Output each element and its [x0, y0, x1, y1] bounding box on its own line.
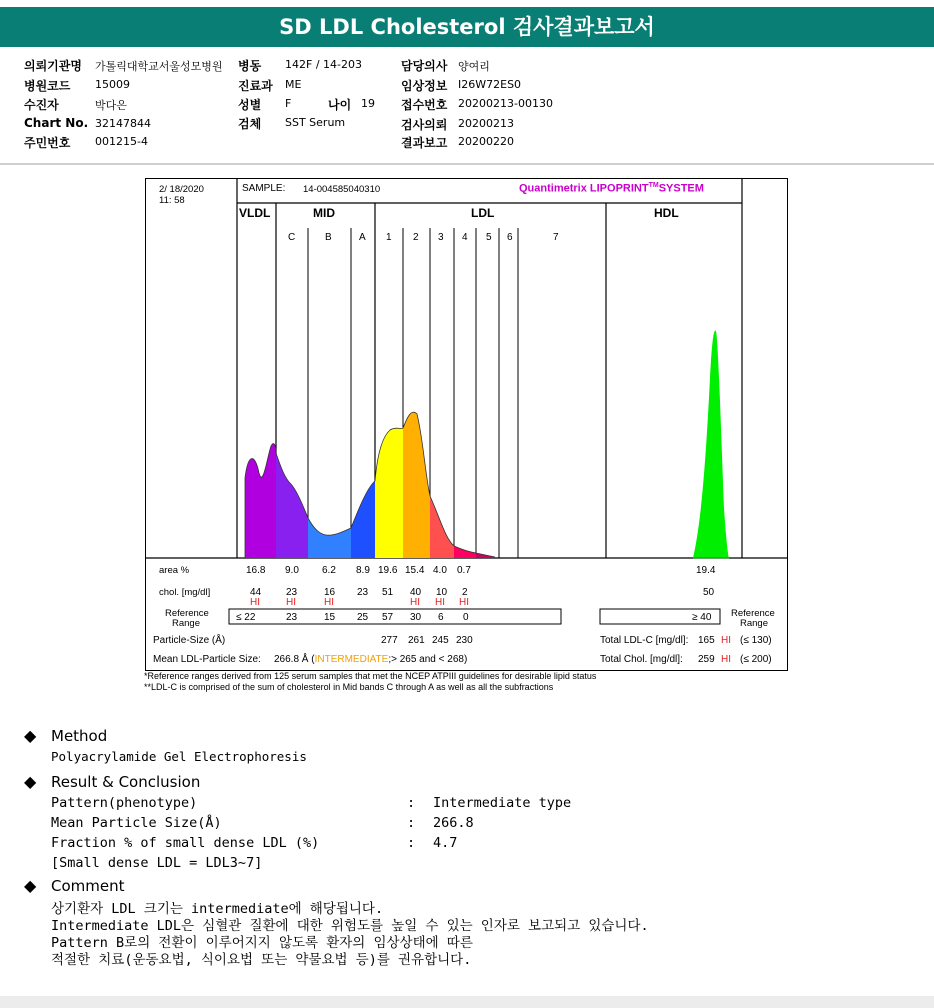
info-label: 의뢰기관명 [24, 59, 82, 73]
total-ldl-label: Total LDL-C [mg/dl]: [600, 635, 689, 646]
mean-ldl-type: INTERMEDIATE [314, 654, 389, 665]
area-value: 16.8 [246, 565, 266, 576]
info-label: 수진자 [24, 98, 59, 112]
ref-label: Reference [165, 608, 209, 619]
brand-name: Quantimetrix LIPOPRINT [519, 182, 649, 195]
diamond-bullet-icon: ◆ [24, 726, 37, 745]
mean-ldl-range: ;> 265 and < 268) [388, 654, 468, 665]
total-chol-value: 259 [698, 654, 715, 665]
area-value: 8.9 [356, 565, 370, 576]
hi-flag: HI [250, 597, 260, 608]
ref-value: 23 [286, 612, 298, 623]
area-label: area % [159, 565, 190, 576]
brand-label [519, 182, 704, 195]
result-label: Mean Particle Size(Å) [51, 815, 222, 831]
subband-label: 2 [413, 232, 419, 243]
ldl-1-peak [375, 428, 403, 558]
sample-label: SAMPLE: [242, 183, 286, 194]
ref-label: Range [172, 618, 200, 629]
mean-ldl-value [274, 654, 467, 665]
info-value: 박다은 [95, 99, 127, 112]
mean-ldl-label: Mean LDL-Particle Size: [153, 654, 261, 665]
brand-suffix: SYSTEM [658, 182, 704, 195]
particle-size-label: Particle-Size (Å) [153, 635, 226, 646]
ref-value: 25 [357, 612, 369, 623]
result-value: 266.8 [433, 815, 474, 831]
info-value: 20200213 [458, 117, 514, 130]
result-sep: : [407, 795, 416, 811]
comment-title: Comment [51, 877, 125, 895]
ref-value-hdl: ≥ 40 [692, 612, 712, 623]
info-label: 병동 [238, 59, 262, 73]
report-title: SD LDL Cholesterol 검사결과보고서 [279, 15, 655, 39]
method-title: Method [51, 727, 108, 745]
info-value: ME [285, 78, 302, 91]
info-label: 검체 [238, 117, 262, 131]
ref-value: 57 [382, 612, 394, 623]
chol-value: 40 [410, 587, 422, 598]
ref-value: 15 [324, 612, 336, 623]
ref-value: 30 [410, 612, 422, 623]
subband-label: 7 [553, 232, 559, 243]
result-sep: : [407, 835, 416, 851]
area-value-hdl: 19.4 [696, 565, 716, 576]
area-value: 19.6 [378, 565, 398, 576]
result-value: 4.7 [433, 835, 458, 851]
info-value: 15009 [95, 78, 130, 91]
hi-flag: HI [435, 597, 445, 608]
subband-label: 1 [386, 232, 392, 243]
ref-label-right: Range [740, 618, 768, 629]
ldl-2-peak [403, 412, 430, 558]
chol-value: 51 [382, 587, 394, 598]
info-label: 결과보고 [401, 136, 448, 150]
info-value: 19 [361, 97, 375, 110]
ref-value: 6 [438, 612, 444, 623]
diamond-bullet-icon: ◆ [24, 876, 37, 895]
result-title: Result & Conclusion [51, 773, 201, 791]
subband-label: 5 [486, 232, 492, 243]
mean-ldl-number: 266.8 Å ( [274, 654, 315, 665]
info-label: 나이 [328, 98, 352, 112]
section-divider [0, 163, 934, 165]
ref-label-right: Reference [731, 608, 775, 619]
footnote: *Reference ranges derived from 125 serum samples that met the NCEP ATPIII guidelines for desirable lipid status [144, 671, 597, 681]
particle-size-value: 261 [408, 635, 425, 646]
band-ldl: LDL [471, 206, 495, 220]
brand-tm: TM [648, 182, 659, 189]
hi-flag: HI [286, 597, 296, 608]
info-label: 주민번호 [24, 136, 71, 150]
result-label: Fraction % of small dense LDL (%) [51, 835, 320, 851]
info-label: 접수번호 [401, 98, 448, 112]
reference-range-box [229, 609, 561, 624]
info-label: 검사의뢰 [401, 118, 448, 132]
hi-flag: HI [410, 597, 420, 608]
footnote: **LDL-C is comprised of the sum of cholesterol in Mid bands C through A as well as all the subfractions [144, 682, 554, 692]
ref-value: 0 [463, 612, 469, 623]
total-chol-label: Total Chol. [mg/dl]: [600, 654, 683, 665]
info-label: Chart No. [24, 116, 89, 130]
info-label: 임상정보 [401, 79, 448, 93]
result-label: Pattern(phenotype) [51, 795, 198, 811]
chol-value: 23 [286, 587, 298, 598]
total-chol-ref: (≤ 200) [740, 654, 772, 665]
info-value: 20200213-00130 [458, 97, 553, 110]
total-ldl-flag: HI [721, 635, 731, 646]
comment-line: 상기환자 LDL 크기는 intermediate에 해당됩니다. [51, 901, 384, 917]
chol-value: 16 [324, 587, 336, 598]
chol-label: chol. [mg/dl] [159, 587, 211, 598]
diamond-bullet-icon: ◆ [24, 772, 37, 791]
chol-value: 44 [250, 587, 262, 598]
info-value: I26W72ES0 [458, 78, 522, 91]
report-time: 11: 58 [159, 195, 185, 206]
band-hdl: HDL [654, 206, 679, 220]
area-value: 6.2 [322, 565, 336, 576]
chol-value: 10 [436, 587, 448, 598]
sample-id: 14-004585040310 [303, 184, 381, 195]
particle-size-value: 277 [381, 635, 398, 646]
chol-value: 23 [357, 587, 369, 598]
area-value: 9.0 [285, 565, 299, 576]
hdl-peak [693, 331, 729, 558]
area-value: 15.4 [405, 565, 425, 576]
particle-size-value: 245 [432, 635, 449, 646]
comment-line: Intermediate LDL은 심혈관 질환에 대한 위험도를 높일 수 있는 인자로 보고되고 있습니다. [51, 918, 649, 934]
info-value: 20200220 [458, 135, 514, 148]
chol-value: 2 [462, 587, 468, 598]
info-label: 병원코드 [24, 79, 71, 93]
area-value: 0.7 [457, 565, 471, 576]
result-value: Intermediate type [433, 795, 572, 811]
mid-b-peak [308, 518, 351, 558]
info-value: 142F / 14-203 [285, 58, 362, 71]
info-label: 성별 [238, 98, 262, 112]
total-ldl-ref: (≤ 130) [740, 635, 772, 646]
result-label: [Small dense LDL = LDL3~7] [51, 855, 263, 871]
hi-flag: HI [459, 597, 469, 608]
comment-line: 적절한 치료(운동요법, 식이요법 또는 약물요법 등)를 권유합니다. [51, 952, 472, 968]
method-text: Polyacrylamide Gel Electrophoresis [51, 749, 307, 764]
info-value: F [285, 97, 292, 110]
report-date: 2/ 18/2020 [159, 184, 204, 195]
band-mid: MID [313, 206, 335, 220]
info-value: 001215-4 [95, 135, 148, 148]
total-chol-flag: HI [721, 654, 731, 665]
particle-size-value: 230 [456, 635, 473, 646]
info-label: 진료과 [238, 79, 273, 93]
total-ldl-value: 165 [698, 635, 715, 646]
hi-flag: HI [324, 597, 334, 608]
ref-value: ≤ 22 [236, 612, 256, 623]
info-label: 담당의사 [401, 59, 448, 73]
info-value: 가톨릭대학교서울성모병원 [95, 60, 223, 73]
info-value: SST Serum [285, 116, 346, 129]
result-sep: : [407, 815, 416, 831]
chol-value-hdl: 50 [703, 587, 715, 598]
band-vldl: VLDL [239, 206, 271, 220]
subband-label: B [325, 232, 332, 243]
footer-bar [0, 996, 934, 1008]
subband-label: A [359, 232, 366, 243]
subband-label: C [288, 232, 296, 243]
info-value: 양여리 [458, 60, 490, 73]
comment-line: Pattern B로의 전환이 이루어지지 않도록 환자의 임상상태에 따른 [51, 935, 473, 951]
subband-label: 6 [507, 232, 513, 243]
subband-label: 4 [462, 232, 468, 243]
subband-label: 3 [438, 232, 444, 243]
info-value: 32147844 [95, 117, 151, 130]
area-value: 4.0 [433, 565, 447, 576]
